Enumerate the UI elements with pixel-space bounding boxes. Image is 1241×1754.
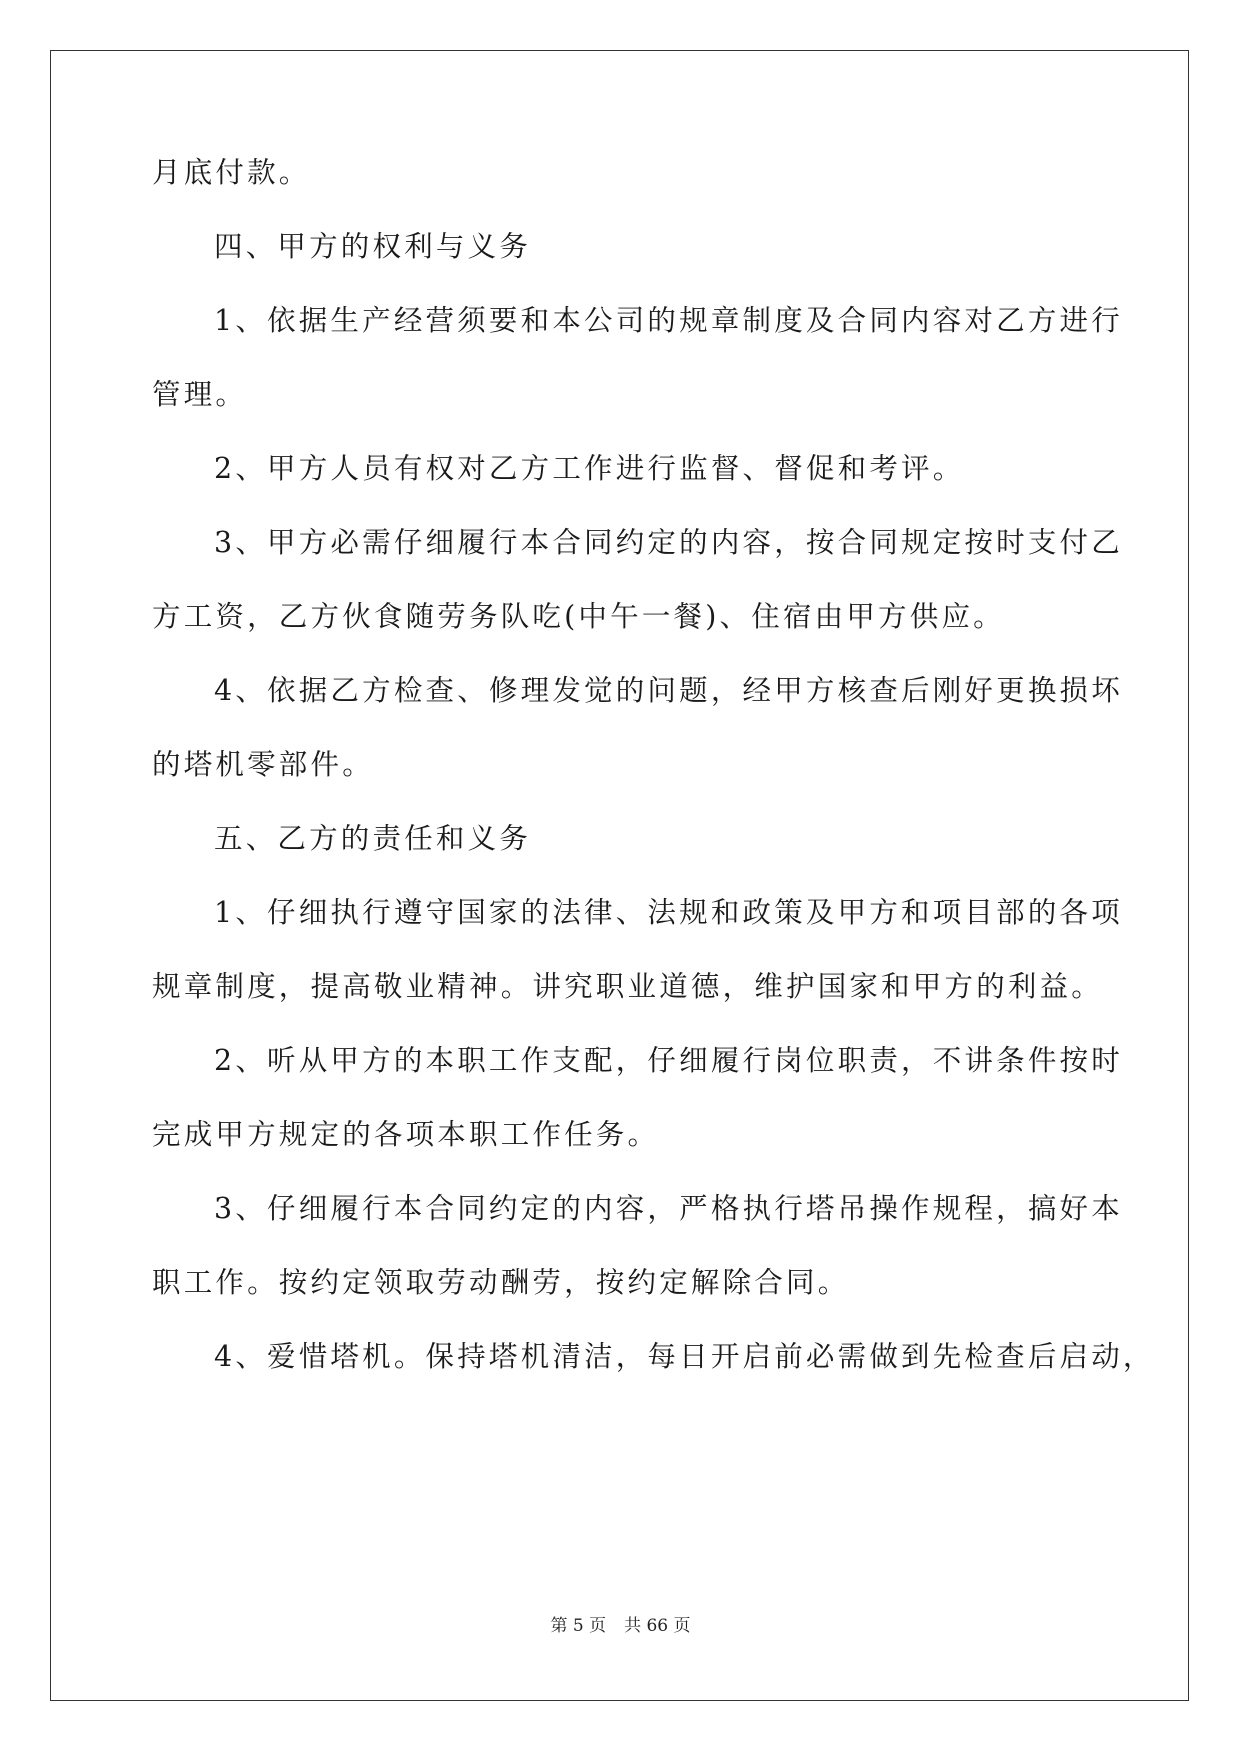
body-line: 方工资，乙方伙食随劳务队吃(中午一餐)、住宿由甲方供应。 [152,600,1005,633]
body-line: 2、听从甲方的本职工作支配，仔细履行岗位职责，不讲条件按时 [214,1044,1123,1077]
body-line: 管理。 [152,378,248,411]
body-line: 4、爱惜塔机。保持塔机清洁，每日开启前必需做到先检查后启动， [214,1340,1155,1373]
page-number: 第 5 页 [550,1616,607,1636]
body-line: 职工作。按约定领取劳动酬劳，按约定解除合同。 [152,1266,850,1299]
body-line: 3、甲方必需仔细履行本合同约定的内容，按合同规定按时支付乙 [214,526,1123,559]
page-footer [0,1615,1241,1637]
body-line: 2、甲方人员有权对乙方工作进行监督、督促和考评。 [214,452,965,485]
body-line: 1、依据生产经营须要和本公司的规章制度及合同内容对乙方进行 [214,304,1123,337]
section-heading: 五、乙方的责任和义务 [214,822,532,855]
body-line: 月底付款。 [152,156,311,189]
body-line: 规章制度，提高敬业精神。讲究职业道德，维护国家和甲方的利益。 [152,970,1104,1003]
body-line: 完成甲方规定的各项本职工作任务。 [152,1118,660,1151]
body-line: 4、依据乙方检查、修理发觉的问题，经甲方核查后刚好更换损坏 [214,674,1123,707]
page-border [50,50,1189,1701]
body-line: 的塔机零部件。 [152,748,374,781]
body-line: 3、仔细履行本合同约定的内容，严格执行塔吊操作规程，搞好本 [214,1192,1123,1225]
section-heading: 四、甲方的权利与义务 [214,230,532,263]
body-line: 1、仔细执行遵守国家的法律、法规和政策及甲方和项目部的各项 [214,896,1123,929]
page-total: 共 66 页 [624,1616,691,1636]
